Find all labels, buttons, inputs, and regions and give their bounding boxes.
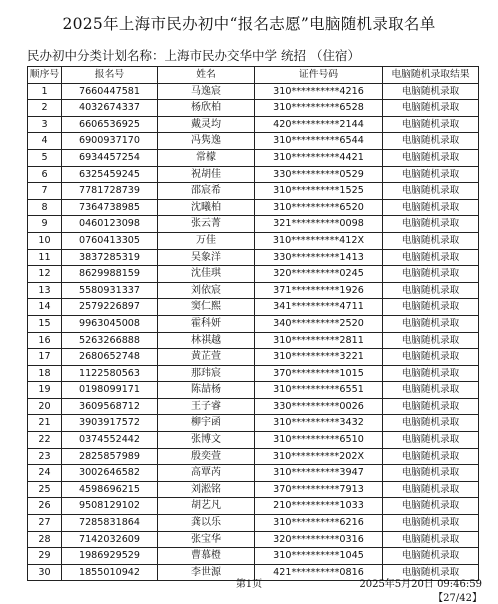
reg-no-cell: 6325459245 [62,166,158,183]
table-row [28,531,479,548]
id-no-cell: 310**********4216 [255,83,383,100]
table-row [28,149,479,166]
table-row [28,133,479,150]
result-cell: 电脑随机录取 [383,448,479,465]
reg-no-cell: 1986929529 [62,548,158,565]
reg-no-cell: 7781728739 [62,183,158,200]
id-no-cell: 210**********1033 [255,498,383,515]
result-cell: 电脑随机录取 [383,498,479,515]
name-cell: 李世源 [158,564,255,581]
table-row [28,332,479,349]
name-cell: 胡艺凡 [158,498,255,515]
result-cell: 电脑随机录取 [383,100,479,117]
id-no-cell: 310**********412X [255,232,383,249]
seq-cell: 25 [28,481,62,498]
reg-no-cell: 0374552442 [62,432,158,449]
reg-no-cell: 1122580563 [62,365,158,382]
result-cell: 电脑随机录取 [383,266,479,283]
seq-cell: 23 [28,448,62,465]
table-row [28,282,479,299]
reg-no-cell: 8629988159 [62,266,158,283]
result-cell: 电脑随机录取 [383,548,479,565]
seq-cell: 9 [28,216,62,233]
name-cell: 杨欣柏 [158,100,255,117]
name-cell: 陈喆杨 [158,382,255,399]
reg-no-cell: 6900937170 [62,133,158,150]
id-no-cell: 341**********4711 [255,299,383,316]
id-no-cell: 310**********3432 [255,415,383,432]
seq-cell: 29 [28,548,62,565]
table-row [28,100,479,117]
result-cell: 电脑随机录取 [383,465,479,482]
id-no-cell: 310**********6551 [255,382,383,399]
table-row [28,299,479,316]
table-row [28,481,479,498]
reg-no-cell: 0198099171 [62,382,158,399]
id-no-cell: 310**********1045 [255,548,383,565]
result-cell: 电脑随机录取 [383,398,479,415]
result-cell: 电脑随机录取 [383,415,479,432]
name-cell: 柳宇函 [158,415,255,432]
seq-cell: 6 [28,166,62,183]
name-cell: 吴象洋 [158,249,255,266]
reg-no-cell: 4032674337 [62,100,158,117]
seq-cell: 4 [28,133,62,150]
reg-no-cell: 5263266888 [62,332,158,349]
seq-cell: 21 [28,415,62,432]
header-name: 姓名 [158,67,255,84]
table-row [28,398,479,415]
table-body [28,83,479,581]
id-no-cell: 310**********4421 [255,149,383,166]
reg-no-cell: 7364738985 [62,199,158,216]
page-number: 第1页 [235,579,263,590]
seq-cell: 15 [28,315,62,332]
id-no-cell: 330**********1413 [255,249,383,266]
result-cell: 电脑随机录取 [383,515,479,532]
reg-no-cell: 7285831864 [62,515,158,532]
reg-no-cell: 3002646582 [62,465,158,482]
seq-cell: 2 [28,100,62,117]
page-counter: 【27/42】 [433,593,482,604]
result-cell: 电脑随机录取 [383,249,479,266]
seq-cell: 16 [28,332,62,349]
result-cell: 电脑随机录取 [383,432,479,449]
seq-cell: 7 [28,183,62,200]
admission-table [27,66,479,581]
reg-no-cell: 6934457254 [62,149,158,166]
id-no-cell: 310**********3221 [255,349,383,366]
name-cell: 殷奕萱 [158,448,255,465]
reg-no-cell: 2680652748 [62,349,158,366]
result-cell: 电脑随机录取 [383,282,479,299]
name-cell: 万佳 [158,232,255,249]
table-row [28,266,479,283]
seq-cell: 11 [28,249,62,266]
name-cell: 霍科妍 [158,315,255,332]
id-no-cell: 310**********3947 [255,465,383,482]
name-cell: 冯隽逸 [158,133,255,150]
name-cell: 沈曦柏 [158,199,255,216]
id-no-cell: 310**********202X [255,448,383,465]
table-row [28,448,479,465]
result-cell: 电脑随机录取 [383,564,479,581]
id-no-cell: 420**********2144 [255,116,383,133]
id-no-cell: 310**********2811 [255,332,383,349]
seq-cell: 24 [28,465,62,482]
id-no-cell: 340**********2520 [255,315,383,332]
reg-no-cell: 3903917572 [62,415,158,432]
table-row [28,415,479,432]
seq-cell: 5 [28,149,62,166]
result-cell: 电脑随机录取 [383,83,479,100]
reg-no-cell: 5580931337 [62,282,158,299]
name-cell: 戴灵均 [158,116,255,133]
seq-cell: 10 [28,232,62,249]
table-row [28,465,479,482]
name-cell: 张云菁 [158,216,255,233]
seq-cell: 20 [28,398,62,415]
header-reg-no: 报名号 [62,67,158,84]
name-cell: 黄芷萱 [158,349,255,366]
name-cell: 刘淞铭 [158,481,255,498]
table-row [28,166,479,183]
id-no-cell: 321**********0098 [255,216,383,233]
header-result: 电脑随机录取结果 [383,67,479,84]
name-cell: 马逸宸 [158,83,255,100]
seq-cell: 18 [28,365,62,382]
id-no-cell: 330**********0529 [255,166,383,183]
table-row [28,548,479,565]
seq-cell: 1 [28,83,62,100]
seq-cell: 17 [28,349,62,366]
result-cell: 电脑随机录取 [383,365,479,382]
reg-no-cell: 9508129102 [62,498,158,515]
seq-cell: 27 [28,515,62,532]
seq-cell: 13 [28,282,62,299]
table-row [28,116,479,133]
result-cell: 电脑随机录取 [383,299,479,316]
id-no-cell: 320**********0316 [255,531,383,548]
table-row [28,232,479,249]
name-cell: 高覃芮 [158,465,255,482]
table-row [28,365,479,382]
plan-name: 民办初中分类计划名称：上海市民办交华中学 统招 （住宿） [27,48,360,63]
result-cell: 电脑随机录取 [383,481,479,498]
table-row [28,515,479,532]
reg-no-cell: 9963045008 [62,315,158,332]
table-row [28,349,479,366]
table-row [28,249,479,266]
id-no-cell: 370**********7913 [255,481,383,498]
result-cell: 电脑随机录取 [383,199,479,216]
table-row [28,315,479,332]
name-cell: 邵宸希 [158,183,255,200]
reg-no-cell: 2825857989 [62,448,158,465]
reg-no-cell: 3609568712 [62,398,158,415]
header-id-no: 证件号码 [255,67,383,84]
reg-no-cell: 2579226897 [62,299,158,316]
result-cell: 电脑随机录取 [383,166,479,183]
print-timestamp: 2025年5月20日 09:46:59 [359,579,482,590]
id-no-cell: 320**********0245 [255,266,383,283]
seq-cell: 8 [28,199,62,216]
result-cell: 电脑随机录取 [383,183,479,200]
id-no-cell: 310**********6544 [255,133,383,150]
name-cell: 林祺越 [158,332,255,349]
name-cell: 刘依宸 [158,282,255,299]
table-header-row [28,67,479,84]
table-row [28,498,479,515]
reg-no-cell: 0460123098 [62,216,158,233]
result-cell: 电脑随机录取 [383,116,479,133]
result-cell: 电脑随机录取 [383,133,479,150]
id-no-cell: 421**********0816 [255,564,383,581]
reg-no-cell: 1855010942 [62,564,158,581]
name-cell: 张博文 [158,432,255,449]
name-cell: 窦仁熙 [158,299,255,316]
id-no-cell: 370**********1015 [255,365,383,382]
reg-no-cell: 0760413305 [62,232,158,249]
id-no-cell: 310**********6216 [255,515,383,532]
seq-cell: 26 [28,498,62,515]
name-cell: 祝胡佳 [158,166,255,183]
seq-cell: 14 [28,299,62,316]
id-no-cell: 371**********1926 [255,282,383,299]
reg-no-cell: 6606536925 [62,116,158,133]
reg-no-cell: 7660447581 [62,83,158,100]
seq-cell: 19 [28,382,62,399]
id-no-cell: 330**********0026 [255,398,383,415]
table-row [28,183,479,200]
page-title: 2025年上海市民办初中“报名志愿”电脑随机录取名单 [62,15,436,33]
result-cell: 电脑随机录取 [383,382,479,399]
table-row [28,382,479,399]
result-cell: 电脑随机录取 [383,216,479,233]
seq-cell: 12 [28,266,62,283]
seq-cell: 3 [28,116,62,133]
id-no-cell: 310**********6528 [255,100,383,117]
table-row [28,432,479,449]
table-row [28,216,479,233]
table-row [28,83,479,100]
seq-cell: 22 [28,432,62,449]
id-no-cell: 310**********1525 [255,183,383,200]
result-cell: 电脑随机录取 [383,349,479,366]
name-cell: 沈佳琪 [158,266,255,283]
result-cell: 电脑随机录取 [383,332,479,349]
name-cell: 龚以乐 [158,515,255,532]
id-no-cell: 310**********6510 [255,432,383,449]
table-row [28,199,479,216]
name-cell: 王子睿 [158,398,255,415]
result-cell: 电脑随机录取 [383,232,479,249]
reg-no-cell: 3837285319 [62,249,158,266]
reg-no-cell: 7142032609 [62,531,158,548]
id-no-cell: 310**********6520 [255,199,383,216]
header-seq: 顺序号 [28,67,62,84]
reg-no-cell: 4598696215 [62,481,158,498]
seq-cell: 28 [28,531,62,548]
result-cell: 电脑随机录取 [383,149,479,166]
result-cell: 电脑随机录取 [383,531,479,548]
name-cell: 曹慕橙 [158,548,255,565]
name-cell: 张宝华 [158,531,255,548]
result-cell: 电脑随机录取 [383,315,479,332]
name-cell: 那玮宸 [158,365,255,382]
seq-cell: 30 [28,564,62,581]
name-cell: 常檬 [158,149,255,166]
